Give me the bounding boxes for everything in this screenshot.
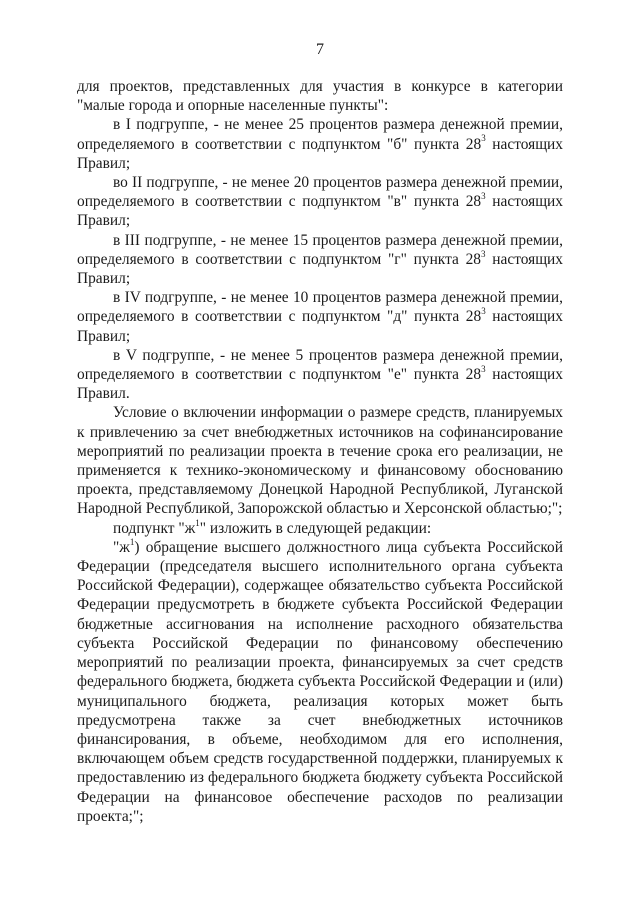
- superscript: 3: [481, 306, 486, 317]
- text: в III подгруппе, - не менее 15 процентов размера денежной премии, определяемого в соответствии с подпунктом "г" пункта 28: [77, 231, 563, 268]
- superscript: 3: [481, 191, 486, 202]
- text: " изложить в следующей редакции:: [199, 519, 432, 537]
- text: во II подгруппе, - не менее 20 процентов размера денежной премии, определяемого в соответствии с подпунктом "в" пункта 28: [77, 174, 563, 211]
- superscript: 3: [481, 133, 486, 144]
- paragraph-subgroup-3: [77, 231, 563, 289]
- paragraph-subpoint-intro: [77, 519, 563, 538]
- text: в V подгруппе, - не менее 5 процентов размера денежной премии, определяемого в соответствии с подпунктом "е" пункта 28: [77, 346, 563, 384]
- superscript: 1: [195, 517, 200, 528]
- paragraph-condition: Условие о включении информации о размере средств, планируемых к привлечению за счет внебюджетных источников на софинансирование мероприятий по реализации проекта в течение срока его реализации, не применяется к технико-экономическому и финансовому обоснованию проекта, представляемому Донецкой Народной Республикой, Луганской Народной Республикой, Запорожской областью и Херсонской областью;";: [77, 404, 563, 518]
- superscript: 1: [129, 536, 135, 547]
- page-number: 7: [316, 41, 324, 58]
- text: в IV подгруппе, - не менее 10 процентов размера денежной премии, определяемого в соответствии с подпунктом "д" пункта 28: [77, 289, 563, 326]
- text: настоящих Правил.: [77, 366, 563, 403]
- paragraph-intro: для проектов, представленных для участия в конкурсе в категории "малые города и опорные населенные пункты":: [77, 78, 563, 115]
- paragraph-subgroup-2: [77, 173, 563, 231]
- paragraph-subgroup-4: [77, 288, 563, 346]
- text: "ж: [113, 538, 130, 556]
- superscript: 3: [481, 363, 486, 374]
- paragraph-subgroup-1: [77, 115, 563, 173]
- superscript: 3: [481, 248, 486, 259]
- text: ) обращение высшего должностного лица субъекта Российской Федерации (председателя высшего исполнительного органа субъекта Российской Федерации), содержащее обязательство субъекта Российской Федерации предусмотреть в бюджете субъекта Российской Федерации бюджетные ассигнования на исполнение расходного обязательства субъекта Российской Федерации по финансовому обеспечению мероприятий по реализации проекта, финансируемых за счет средств федерального бюджета, бюджета субъекта Российской Федерации и (или) муниципального бюджета, реализация которых может быть предусмотрена также за счет внебюджетных источников финансирования, в объеме, необходимом для его исполнения, включающем объем средств государственной поддержки, планируемых к предоставлению из федерального бюджета бюджету субъекта Российской Федерации на финансовое обеспечение расходов по реализации проекта;";: [77, 538, 563, 825]
- text: настоящих Правил;: [77, 308, 563, 345]
- text: настоящих Правил;: [77, 250, 563, 288]
- paragraph-subpoint-text: [77, 538, 563, 826]
- document-body: [77, 77, 563, 826]
- text: в I подгруппе, - не менее 25 процентов размера денежной премии, определяемого в соответствии с подпунктом "б" пункта 28: [77, 116, 563, 153]
- text: настоящих Правил;: [77, 135, 563, 172]
- text: подпункт "ж: [113, 519, 196, 537]
- text: настоящих Правил;: [77, 193, 563, 230]
- paragraph-subgroup-5: [77, 346, 563, 404]
